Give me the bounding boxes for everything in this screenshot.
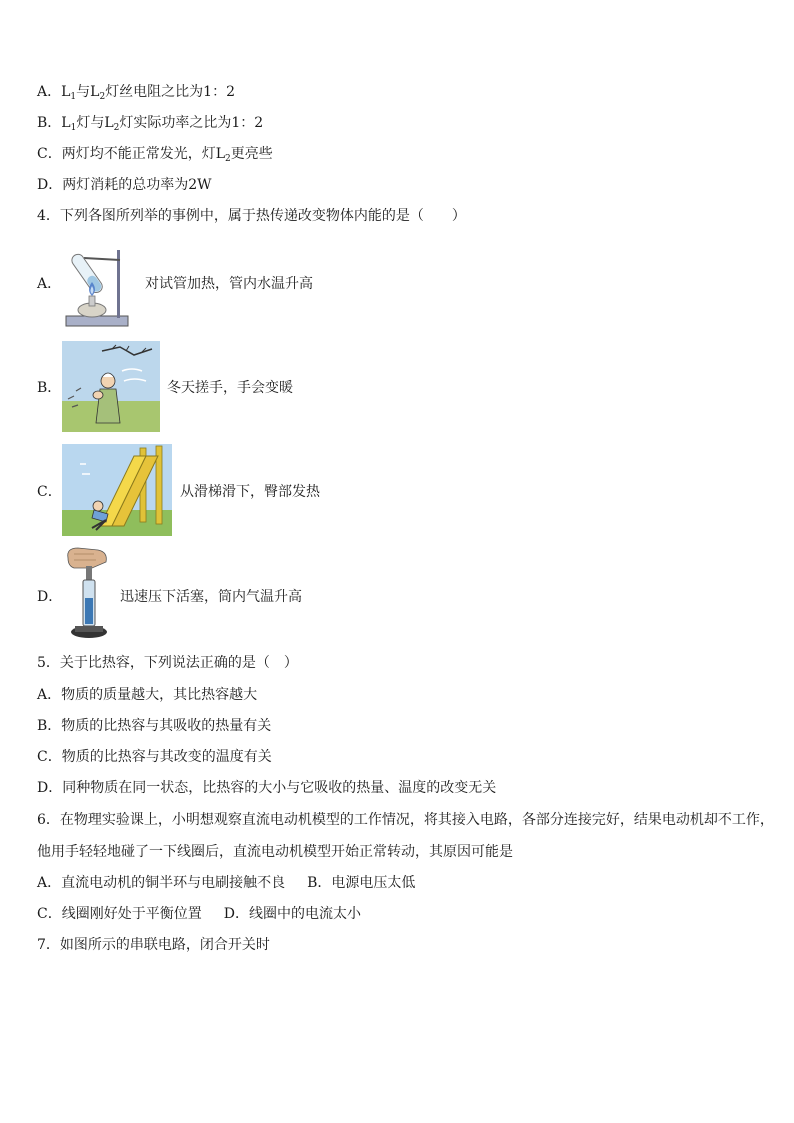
- q6-stem-line1: 6．在物理实验课上，小明想观察直流电动机模型的工作情况，将其接入电路，各部分连接完好，结果电动机却不工作，: [37, 812, 774, 828]
- q6-options-row1: [37, 873, 415, 893]
- q3-option-c: C．两灯均不能正常发光，灯$L_2$更亮些: [37, 146, 273, 164]
- test-tube-heating-image: [62, 240, 142, 330]
- q5-option-d: D．同种物质在同一状态，比热容的大小与它吸收的热量、温度的改变无关: [37, 780, 497, 796]
- q6-option-d: D．线圈中的电流太小: [223, 906, 361, 922]
- q3-option-a: A．$L_1$与$L_2$灯丝电阻之比为1：2: [37, 84, 236, 102]
- air-pump-image: [64, 546, 118, 642]
- q5-option-b: B．物质的比热容与其吸收的热量有关: [37, 718, 272, 734]
- q6-option-c: C．线圈刚好处于平衡位置: [37, 906, 202, 922]
- q5-option-a: A．物质的质量越大，其比热容越大: [37, 687, 258, 703]
- q3-option-b: B．$L_1$灯与$L_2$灯实际功率之比为1：2: [37, 115, 264, 133]
- slide-image: [62, 444, 172, 536]
- rubbing-hands-image: [62, 341, 160, 432]
- q5-option-c: C．物质的比热容与其改变的温度有关: [37, 749, 272, 765]
- q4-stem: 4．下列各图所列举的事例中，属于热传递改变物体内能的是（ ）: [37, 208, 466, 224]
- q4-option-b-letter: B．: [37, 380, 62, 396]
- q6-stem-line2: 他用手轻轻地碰了一下线圈后，直流电动机模型开始正常转动，其原因可能是: [37, 844, 513, 860]
- q4-option-c-letter: C．: [37, 484, 62, 500]
- q4-option-a-letter: A．: [37, 276, 62, 292]
- q4-option-d-text: 迅速压下活塞，筒内气温升高: [120, 589, 302, 605]
- q4-option-b-text: 冬天搓手，手会变暖: [167, 380, 293, 396]
- q4-option-a-text: 对试管加热，管内水温升高: [145, 276, 313, 292]
- q6-options-row2: [37, 904, 361, 924]
- q6-option-b: B．电源电压太低: [307, 875, 416, 891]
- q3-option-d: D．两灯消耗的总功率为2W: [37, 177, 212, 193]
- q6-option-a: A．直流电动机的铜半环与电刷接触不良: [37, 875, 286, 891]
- q7-stem: 7．如图所示的串联电路，闭合开关时: [37, 937, 270, 953]
- q5-stem: 5．关于比热容，下列说法正确的是（ ）: [37, 655, 298, 671]
- q4-option-d-letter: D．: [37, 589, 63, 605]
- q4-option-c-text: 从滑梯滑下，臀部发热: [180, 484, 320, 500]
